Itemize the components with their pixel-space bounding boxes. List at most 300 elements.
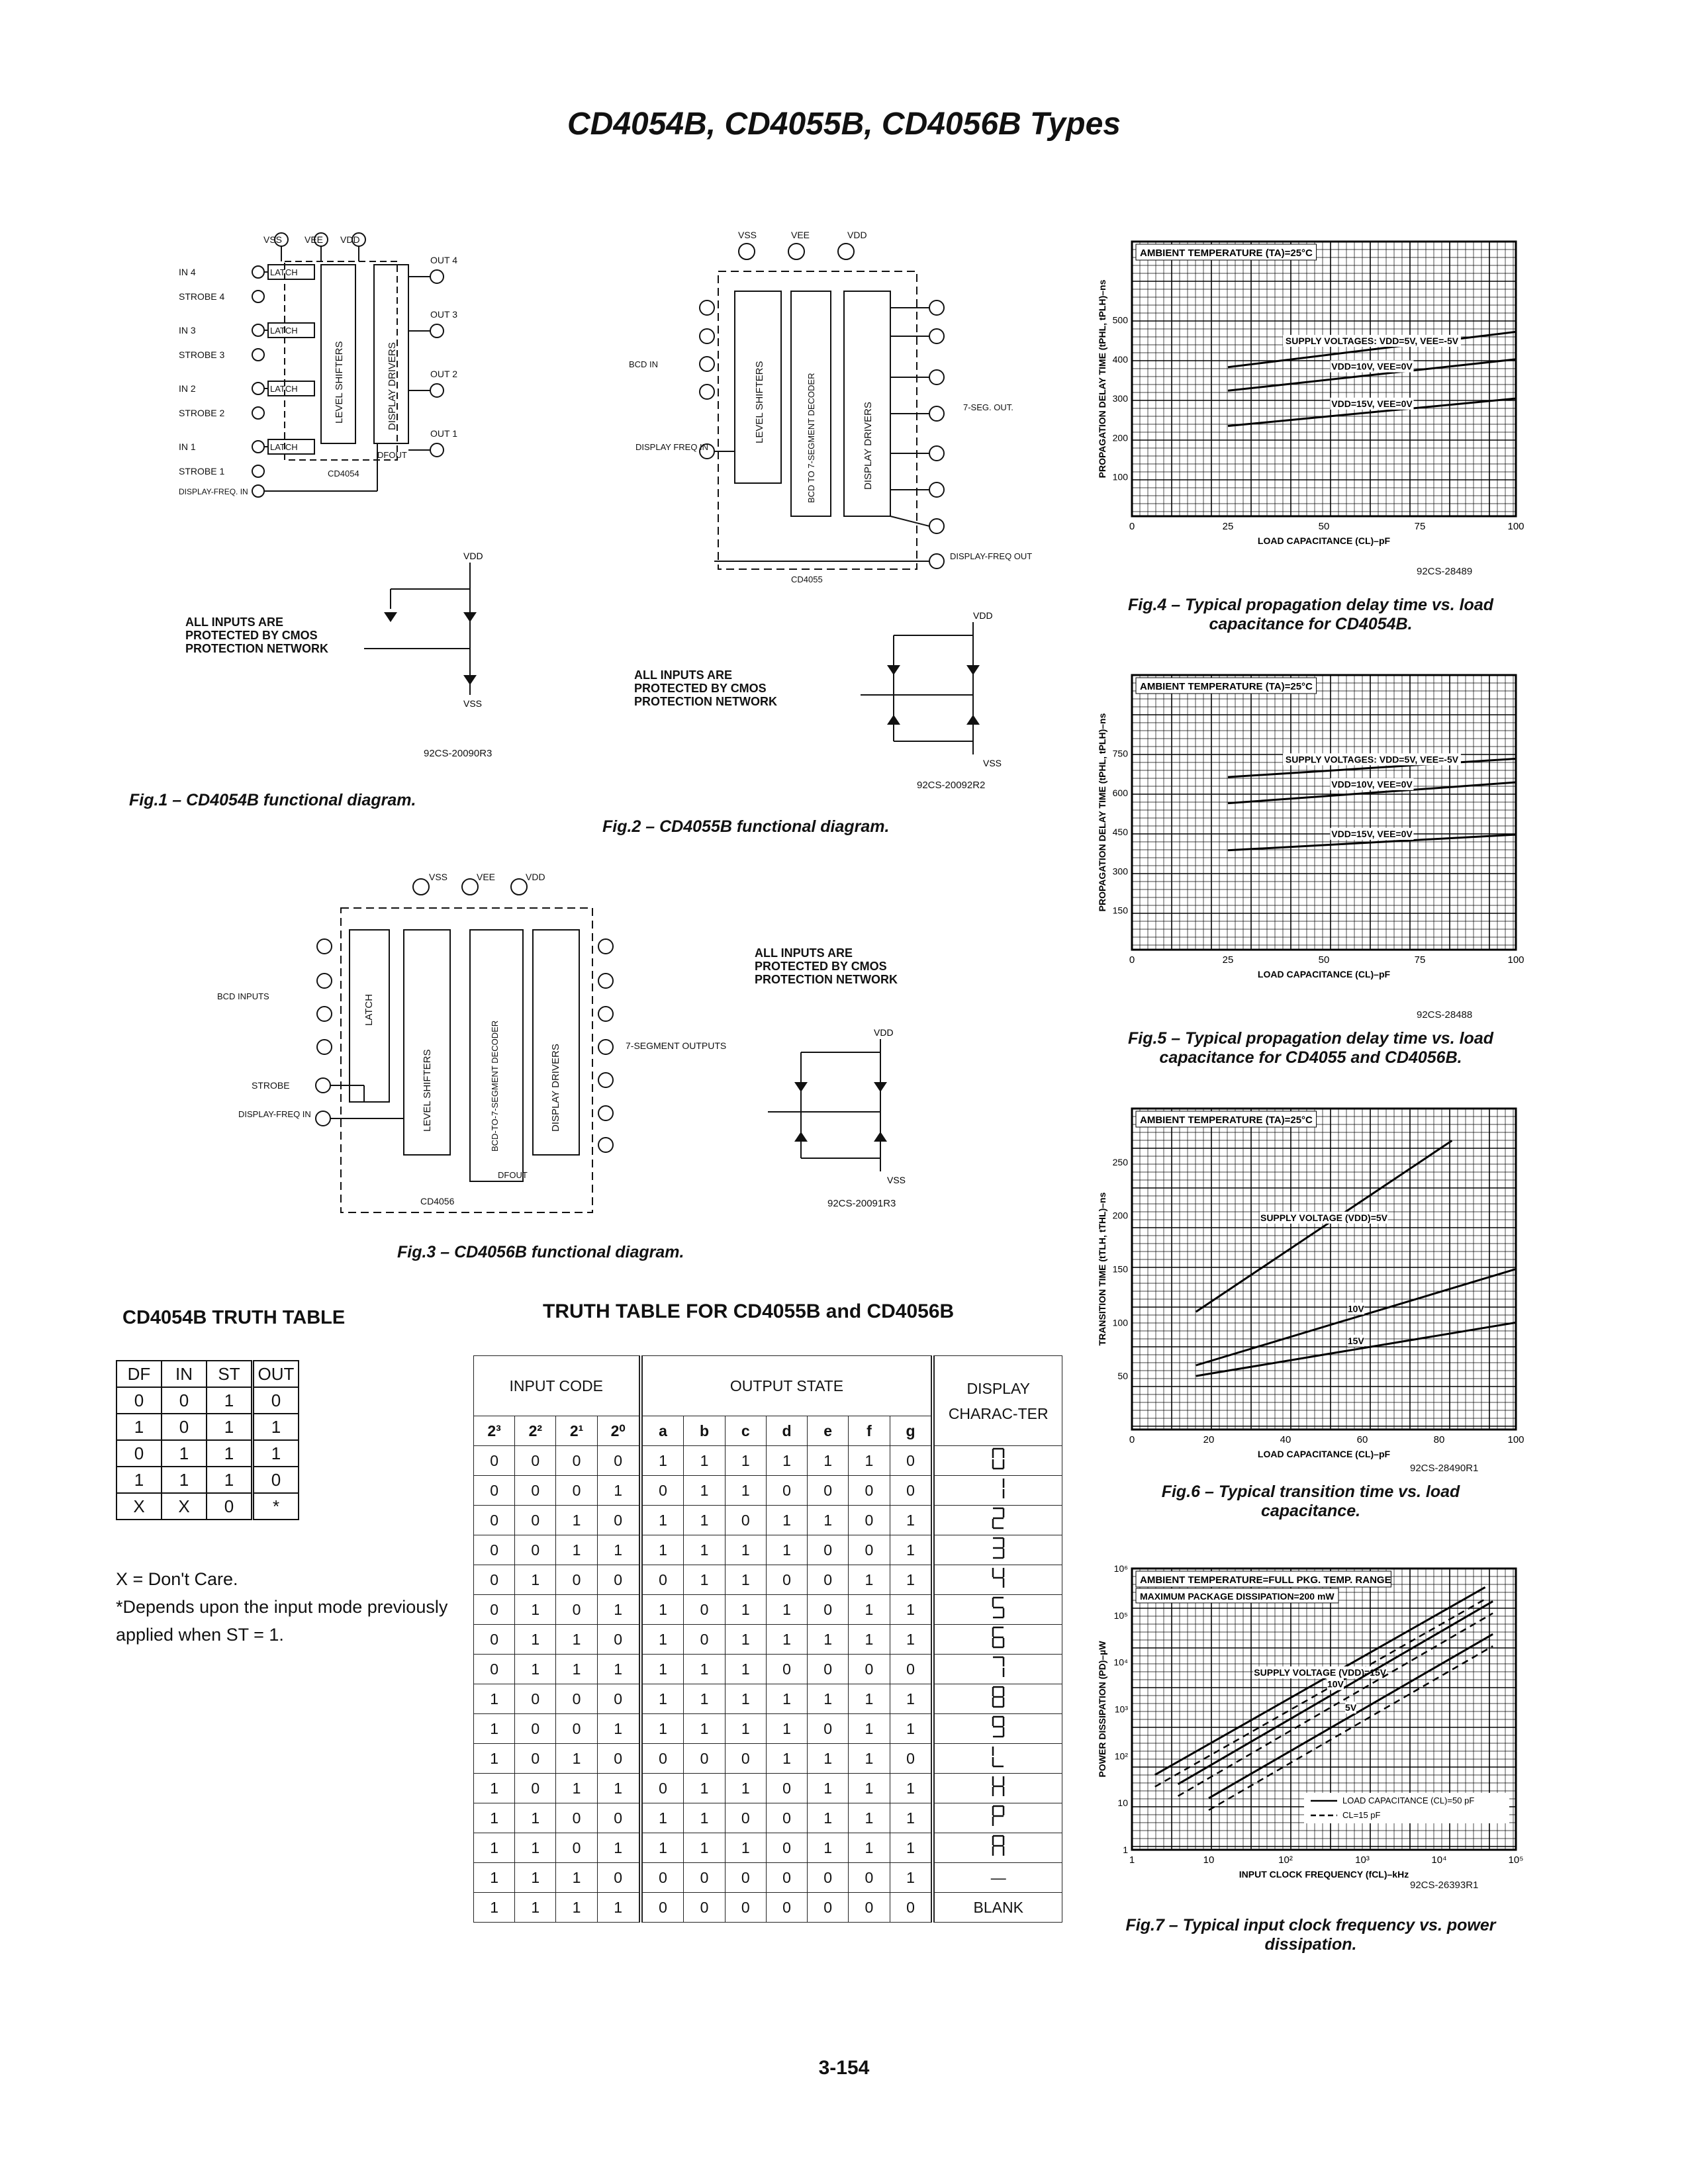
y-tick-label: 10² bbox=[1114, 1751, 1128, 1762]
table-cell: 1 bbox=[808, 1446, 849, 1476]
table-cell: 0 bbox=[597, 1625, 640, 1655]
y-axis-label: POWER DISSIPATION (PD)–µW bbox=[1097, 1641, 1107, 1778]
table-cell: 1 bbox=[890, 1803, 933, 1833]
table-cell: 0 bbox=[725, 1744, 766, 1774]
table-cell: 0 bbox=[556, 1476, 597, 1506]
svg-text:OUT 4: OUT 4 bbox=[430, 255, 457, 265]
table-cell: 1 bbox=[808, 1803, 849, 1833]
table-cell: 0 bbox=[808, 1893, 849, 1923]
y-tick-label: 10⁶ bbox=[1113, 1563, 1128, 1574]
table-cell: 1 bbox=[684, 1833, 725, 1863]
x-tick-label: 50 bbox=[1318, 521, 1330, 532]
table-cell: 0 bbox=[474, 1655, 515, 1684]
table-cell: 0 bbox=[808, 1655, 849, 1684]
table-cell: 0 bbox=[849, 1863, 890, 1893]
svg-text:DISPLAY FREQ IN: DISPLAY FREQ IN bbox=[635, 442, 709, 452]
column-header: 2¹ bbox=[556, 1416, 597, 1446]
truth55-group-row: INPUT CODE OUTPUT STATE DISPLAY CHARAC-TER bbox=[474, 1356, 1062, 1416]
table-cell: 0 bbox=[890, 1446, 933, 1476]
table-cell: 0 bbox=[597, 1803, 640, 1833]
table-cell: 1 bbox=[725, 1595, 766, 1625]
table-cell: 1 bbox=[515, 1833, 556, 1863]
svg-text:DISPLAY DRIVERS: DISPLAY DRIVERS bbox=[387, 342, 398, 430]
table-cell: 1 bbox=[207, 1414, 253, 1440]
svg-text:LATCH: LATCH bbox=[270, 384, 298, 394]
svg-text:IN 2: IN 2 bbox=[179, 383, 196, 394]
display-character bbox=[933, 1506, 1062, 1535]
svg-text:DISPLAY DRIVERS: DISPLAY DRIVERS bbox=[863, 402, 874, 490]
table-row bbox=[474, 1595, 1062, 1625]
table-cell: 0 bbox=[890, 1655, 933, 1684]
table-cell: 0 bbox=[474, 1565, 515, 1595]
table-cell: 1 bbox=[684, 1714, 725, 1744]
table-cell: 0 bbox=[766, 1833, 807, 1863]
fig3-protection-network bbox=[761, 1026, 920, 1185]
table-cell: 0 bbox=[556, 1803, 597, 1833]
table-cell: 1 bbox=[597, 1833, 640, 1863]
table-cell: 1 bbox=[641, 1714, 684, 1744]
chart-title: AMBIENT TEMPERATURE=FULL PKG. TEMP. RANGE bbox=[1140, 1574, 1391, 1586]
table-cell: 0 bbox=[597, 1565, 640, 1595]
table-row bbox=[474, 1625, 1062, 1655]
table-cell: 1 bbox=[597, 1535, 640, 1565]
table-cell: 0 bbox=[597, 1744, 640, 1774]
y-tick-label: 600 bbox=[1112, 787, 1128, 798]
y-tick-label: 150 bbox=[1112, 905, 1128, 916]
table-cell: 1 bbox=[597, 1893, 640, 1923]
table-cell: 1 bbox=[515, 1893, 556, 1923]
table-cell: 1 bbox=[849, 1595, 890, 1625]
table-cell: 0 bbox=[684, 1595, 725, 1625]
x-tick-label: 60 bbox=[1356, 1434, 1368, 1445]
table-cell: 0 bbox=[515, 1446, 556, 1476]
x-tick-label: 75 bbox=[1414, 954, 1426, 966]
svg-text:VDD: VDD bbox=[463, 551, 483, 561]
y-axis-label: TRANSITION TIME (tTLH, tTHL)–ns bbox=[1097, 1192, 1107, 1346]
table-cell: 0 bbox=[597, 1446, 640, 1476]
series-label: SUPPLY VOLTAGES: VDD=5V, VEE=-5V bbox=[1285, 336, 1459, 347]
svg-text:STROBE 3: STROBE 3 bbox=[179, 349, 225, 360]
y-tick-label: 250 bbox=[1112, 1156, 1128, 1167]
table-cell: 1 bbox=[556, 1774, 597, 1803]
table-cell: 0 bbox=[684, 1625, 725, 1655]
fig3-code: 92CS-20091R3 bbox=[827, 1198, 896, 1209]
table-cell: 0 bbox=[641, 1476, 684, 1506]
column-header: a bbox=[641, 1416, 684, 1446]
y-tick-label: 300 bbox=[1112, 393, 1128, 404]
y-tick-label: 10³ bbox=[1114, 1704, 1128, 1715]
table-cell: 1 bbox=[117, 1414, 162, 1440]
table-cell: 1 bbox=[849, 1803, 890, 1833]
table-cell: 1 bbox=[515, 1625, 556, 1655]
table-cell: 1 bbox=[556, 1535, 597, 1565]
truth54-note-depends: *Depends upon the input mode previously applied when ST = 1. bbox=[116, 1597, 448, 1645]
table-cell: 1 bbox=[890, 1535, 933, 1565]
series-label: SUPPLY VOLTAGES: VDD=5V, VEE=-5V bbox=[1285, 754, 1459, 765]
y-tick-label: 10 bbox=[1117, 1797, 1128, 1809]
table-cell: 0 bbox=[515, 1684, 556, 1714]
table-cell: 1 bbox=[684, 1476, 725, 1506]
table-cell: 0 bbox=[849, 1476, 890, 1506]
table-row bbox=[117, 1440, 299, 1467]
y-tick-label: 500 bbox=[1112, 314, 1128, 326]
x-tick-label: 20 bbox=[1203, 1434, 1215, 1445]
table-cell: 1 bbox=[641, 1625, 684, 1655]
table-cell: 1 bbox=[725, 1535, 766, 1565]
table-row bbox=[474, 1833, 1062, 1863]
table-cell: 0 bbox=[515, 1476, 556, 1506]
svg-text:VEE: VEE bbox=[477, 872, 496, 882]
table-row bbox=[117, 1467, 299, 1493]
svg-text:LATCH: LATCH bbox=[270, 326, 298, 336]
x-tick-label: 25 bbox=[1222, 521, 1234, 532]
table-cell: 0 bbox=[849, 1535, 890, 1565]
table-cell: 1 bbox=[766, 1446, 807, 1476]
chart-title: AMBIENT TEMPERATURE (TA)=25°C bbox=[1140, 248, 1313, 259]
fig7-caption: Fig.7 – Typical input clock frequency vs. power dissipation. bbox=[1125, 1916, 1496, 1954]
table-cell: 1 bbox=[849, 1833, 890, 1863]
table-cell: 0 bbox=[808, 1565, 849, 1595]
fig6-code: 92CS-28490R1 bbox=[1410, 1463, 1479, 1474]
column-header: 2⁰ bbox=[597, 1416, 640, 1446]
svg-text:STROBE: STROBE bbox=[252, 1080, 290, 1091]
svg-text:DISPLAY-FREQ IN: DISPLAY-FREQ IN bbox=[238, 1109, 311, 1119]
table-cell: 0 bbox=[766, 1655, 807, 1684]
table-cell: 1 bbox=[253, 1414, 299, 1440]
table-cell: 0 bbox=[766, 1774, 807, 1803]
table-cell: 1 bbox=[597, 1595, 640, 1625]
table-cell: 0 bbox=[766, 1863, 807, 1893]
table-cell: 0 bbox=[766, 1803, 807, 1833]
legend-item: CL=15 pF bbox=[1342, 1810, 1381, 1820]
table-cell: 0 bbox=[556, 1595, 597, 1625]
table-row bbox=[474, 1476, 1062, 1506]
table-cell: 0 bbox=[556, 1833, 597, 1863]
table-cell: 1 bbox=[474, 1744, 515, 1774]
table-cell: 1 bbox=[890, 1863, 933, 1893]
table-cell: 0 bbox=[515, 1744, 556, 1774]
svg-text:7-SEGMENT OUTPUTS: 7-SEGMENT OUTPUTS bbox=[626, 1040, 727, 1051]
table-cell: 0 bbox=[515, 1774, 556, 1803]
table-cell: 1 bbox=[515, 1595, 556, 1625]
fig4-chart bbox=[1092, 235, 1523, 553]
svg-text:DISPLAY DRIVERS: DISPLAY DRIVERS bbox=[550, 1044, 561, 1132]
x-axis-label: INPUT CLOCK FREQUENCY (fCL)–kHz bbox=[1239, 1869, 1409, 1880]
table-cell: 0 bbox=[253, 1467, 299, 1493]
table-row bbox=[474, 1506, 1062, 1535]
table-cell: 0 bbox=[474, 1446, 515, 1476]
display-character bbox=[933, 1595, 1062, 1625]
table-cell: 1 bbox=[890, 1714, 933, 1744]
table-row bbox=[117, 1414, 299, 1440]
table-cell: 1 bbox=[890, 1774, 933, 1803]
y-tick-label: 750 bbox=[1112, 748, 1128, 759]
column-header: c bbox=[725, 1416, 766, 1446]
table-cell: 1 bbox=[849, 1684, 890, 1714]
table-cell: 0 bbox=[556, 1684, 597, 1714]
fig5-caption: Fig.5 – Typical propagation delay time vs. load capacitance for CD4055 and CD4056B. bbox=[1128, 1029, 1493, 1067]
series-label: VDD=15V, VEE=0V bbox=[1331, 398, 1413, 409]
display-character bbox=[933, 1565, 1062, 1595]
x-tick-label: 40 bbox=[1280, 1434, 1291, 1445]
table-cell: 1 bbox=[725, 1565, 766, 1595]
table-cell: 0 bbox=[808, 1476, 849, 1506]
table-cell: 0 bbox=[641, 1774, 684, 1803]
truth55-table bbox=[473, 1355, 1062, 1923]
table-cell: 0 bbox=[641, 1863, 684, 1893]
svg-text:VSS: VSS bbox=[463, 698, 483, 709]
fig2-protection-note: ALL INPUTS ARE PROTECTED BY CMOS PROTECTION NETWORK bbox=[634, 668, 777, 708]
fig1-protection-note: ALL INPUTS ARE PROTECTED BY CMOS PROTECTION NETWORK bbox=[185, 615, 328, 655]
display-character bbox=[933, 1714, 1062, 1744]
x-tick-label: 0 bbox=[1129, 521, 1135, 532]
y-tick-label: 300 bbox=[1112, 866, 1128, 877]
svg-text:OUT 2: OUT 2 bbox=[430, 369, 457, 379]
table-cell: 0 bbox=[474, 1476, 515, 1506]
display-character bbox=[933, 1803, 1062, 1833]
table-cell: 0 bbox=[641, 1893, 684, 1923]
x-axis-label: LOAD CAPACITANCE (CL)–pF bbox=[1257, 969, 1391, 979]
fig3-caption: Fig.3 – CD4056B functional diagram. bbox=[397, 1243, 684, 1261]
table-cell: 0 bbox=[808, 1535, 849, 1565]
table-cell: X bbox=[117, 1493, 162, 1520]
table-cell: 1 bbox=[556, 1744, 597, 1774]
svg-text:LEVEL SHIFTERS: LEVEL SHIFTERS bbox=[422, 1049, 433, 1132]
table-cell: 0 bbox=[725, 1863, 766, 1893]
series-label: VDD=10V, VEE=0V bbox=[1331, 778, 1413, 790]
x-tick-label: 10³ bbox=[1355, 1854, 1370, 1866]
fig6-caption: Fig.6 – Typical transition time vs. load capacitance. bbox=[1161, 1482, 1460, 1520]
table-cell: 0 bbox=[117, 1440, 162, 1467]
display-character bbox=[933, 1446, 1062, 1476]
y-axis-label: PROPAGATION DELAY TIME (tPHL, tPLH)–ns bbox=[1097, 279, 1107, 478]
table-cell: 1 bbox=[808, 1744, 849, 1774]
table-cell: 1 bbox=[474, 1833, 515, 1863]
table-cell: 1 bbox=[474, 1863, 515, 1893]
display-character bbox=[933, 1655, 1062, 1684]
fig1-code: 92CS-20090R3 bbox=[424, 748, 492, 759]
table-cell: 0 bbox=[890, 1476, 933, 1506]
svg-text:VSS: VSS bbox=[429, 872, 448, 882]
table-cell: 1 bbox=[849, 1625, 890, 1655]
series-label: 5V bbox=[1345, 1702, 1357, 1713]
svg-text:VSS: VSS bbox=[983, 758, 1002, 768]
svg-text:LATCH: LATCH bbox=[270, 267, 298, 277]
table-cell: 0 bbox=[849, 1893, 890, 1923]
table-cell: 0 bbox=[515, 1506, 556, 1535]
table-cell: 0 bbox=[808, 1863, 849, 1893]
display-character bbox=[933, 1833, 1062, 1863]
column-header: 2³ bbox=[474, 1416, 515, 1446]
y-tick-label: 1 bbox=[1123, 1844, 1128, 1855]
table-cell: 0 bbox=[597, 1506, 640, 1535]
series-label: VDD=15V, VEE=0V bbox=[1331, 828, 1413, 839]
fig2-caption: Fig.2 – CD4055B functional diagram. bbox=[602, 817, 890, 836]
table-cell: 0 bbox=[253, 1387, 299, 1414]
table-cell: 1 bbox=[597, 1714, 640, 1744]
column-header: g bbox=[890, 1416, 933, 1446]
fig2-diagram bbox=[622, 225, 1033, 596]
svg-text:OUT 3: OUT 3 bbox=[430, 309, 457, 320]
display-character bbox=[933, 1476, 1062, 1506]
table-cell: 1 bbox=[766, 1506, 807, 1535]
fig5-chart bbox=[1092, 668, 1523, 986]
table-cell: 0 bbox=[641, 1565, 684, 1595]
table-cell: 1 bbox=[766, 1684, 807, 1714]
x-tick-label: 1 bbox=[1129, 1854, 1135, 1866]
table-cell: 0 bbox=[597, 1863, 640, 1893]
table-cell: 1 bbox=[474, 1774, 515, 1803]
table-cell: 1 bbox=[162, 1467, 207, 1493]
x-tick-label: 10 bbox=[1203, 1854, 1215, 1866]
svg-text:DFOUT: DFOUT bbox=[498, 1170, 528, 1180]
table-cell: 1 bbox=[725, 1714, 766, 1744]
x-tick-label: 75 bbox=[1414, 521, 1426, 532]
y-tick-label: 10⁴ bbox=[1113, 1657, 1128, 1668]
svg-text:CD4054: CD4054 bbox=[328, 469, 359, 478]
table-cell: 1 bbox=[684, 1565, 725, 1595]
fig7-chart bbox=[1092, 1562, 1523, 1886]
table-cell: 1 bbox=[849, 1714, 890, 1744]
chart-subtitle: MAXIMUM PACKAGE DISSIPATION=200 mW bbox=[1140, 1591, 1335, 1602]
y-axis-label: PROPAGATION DELAY TIME (tPHL, tPLH)–ns bbox=[1097, 713, 1107, 912]
x-tick-label: 10⁴ bbox=[1431, 1854, 1447, 1866]
x-tick-label: 0 bbox=[1129, 1434, 1135, 1445]
table-cell: 1 bbox=[597, 1774, 640, 1803]
table-row bbox=[474, 1565, 1062, 1595]
svg-text:OUT 1: OUT 1 bbox=[430, 428, 457, 439]
table-row bbox=[474, 1714, 1062, 1744]
svg-text:STROBE 1: STROBE 1 bbox=[179, 466, 225, 477]
table-cell: 0 bbox=[725, 1893, 766, 1923]
page-title: CD4054B, CD4055B, CD4056B Types bbox=[567, 107, 1121, 142]
table-cell: 0 bbox=[556, 1714, 597, 1744]
table-cell: 0 bbox=[766, 1476, 807, 1506]
table-cell: 1 bbox=[849, 1565, 890, 1595]
table-cell: 1 bbox=[849, 1744, 890, 1774]
table-cell: 1 bbox=[684, 1535, 725, 1565]
table-cell: 1 bbox=[766, 1595, 807, 1625]
table-cell: 1 bbox=[207, 1440, 253, 1467]
fig1-in4: IN 4 bbox=[179, 267, 196, 277]
x-tick-label: 10⁵ bbox=[1508, 1854, 1524, 1866]
svg-text:BCD-TO-7-SEGMENT DECODER: BCD-TO-7-SEGMENT DECODER bbox=[490, 1020, 500, 1152]
y-tick-label: 200 bbox=[1112, 1210, 1128, 1221]
svg-text:VDD: VDD bbox=[973, 610, 993, 621]
table-cell: 1 bbox=[808, 1684, 849, 1714]
table-cell: 1 bbox=[117, 1467, 162, 1493]
x-tick-label: 100 bbox=[1507, 521, 1524, 532]
x-tick-label: 0 bbox=[1129, 954, 1135, 966]
svg-text:VDD: VDD bbox=[526, 872, 545, 882]
table-cell: 1 bbox=[808, 1625, 849, 1655]
table-cell: 1 bbox=[597, 1655, 640, 1684]
svg-text:IN 3: IN 3 bbox=[179, 325, 196, 336]
table-cell: 1 bbox=[641, 1446, 684, 1476]
table-cell: 1 bbox=[641, 1506, 684, 1535]
series-label: 10V bbox=[1347, 1303, 1364, 1314]
table-cell: 0 bbox=[515, 1714, 556, 1744]
svg-text:VSS: VSS bbox=[887, 1175, 906, 1185]
column-header: b bbox=[684, 1416, 725, 1446]
table-row bbox=[474, 1744, 1062, 1774]
table-cell: 1 bbox=[474, 1714, 515, 1744]
fig1-protection-network bbox=[351, 549, 510, 708]
series-label: SUPPLY VOLTAGE (VDD)=15V bbox=[1254, 1667, 1387, 1678]
svg-text:DISPLAY-FREQ OUT: DISPLAY-FREQ OUT bbox=[950, 551, 1033, 561]
table-cell: 0 bbox=[725, 1803, 766, 1833]
y-tick-label: 100 bbox=[1112, 471, 1128, 482]
svg-text:IN 1: IN 1 bbox=[179, 441, 196, 452]
table-cell: 0 bbox=[849, 1655, 890, 1684]
table-cell: 1 bbox=[641, 1655, 684, 1684]
table-cell: 0 bbox=[766, 1565, 807, 1595]
table-cell: 0 bbox=[474, 1625, 515, 1655]
column-header: d bbox=[766, 1416, 807, 1446]
table-cell: 1 bbox=[207, 1387, 253, 1414]
chart-title: AMBIENT TEMPERATURE (TA)=25°C bbox=[1140, 681, 1313, 692]
table-cell: 0 bbox=[515, 1535, 556, 1565]
x-tick-label: 50 bbox=[1318, 954, 1330, 966]
truth54-note-dont-care: X = Don't Care. bbox=[116, 1569, 238, 1589]
table-cell: 1 bbox=[725, 1625, 766, 1655]
table-row bbox=[474, 1774, 1062, 1803]
y-tick-label: 200 bbox=[1112, 432, 1128, 443]
table-cell: 0 bbox=[162, 1387, 207, 1414]
table-row bbox=[474, 1446, 1062, 1476]
table-cell: 0 bbox=[849, 1506, 890, 1535]
table-cell: 1 bbox=[684, 1774, 725, 1803]
table-cell: 1 bbox=[890, 1684, 933, 1714]
x-axis-label: LOAD CAPACITANCE (CL)–pF bbox=[1257, 1449, 1391, 1459]
table-cell: 1 bbox=[515, 1863, 556, 1893]
table-cell: 1 bbox=[849, 1446, 890, 1476]
svg-text:VDD: VDD bbox=[340, 234, 360, 245]
table-cell: 1 bbox=[808, 1774, 849, 1803]
y-tick-label: 150 bbox=[1112, 1263, 1128, 1275]
column-header: e bbox=[808, 1416, 849, 1446]
truth55-title: TRUTH TABLE FOR CD4055B and CD4056B bbox=[543, 1300, 955, 1322]
fig5-code: 92CS-28488 bbox=[1417, 1009, 1473, 1021]
fig7-code: 92CS-26393R1 bbox=[1410, 1880, 1479, 1891]
table-cell: 1 bbox=[556, 1625, 597, 1655]
table-row bbox=[474, 1535, 1062, 1565]
y-tick-label: 50 bbox=[1117, 1371, 1128, 1382]
table-cell: 1 bbox=[766, 1625, 807, 1655]
table-cell: 0 bbox=[766, 1893, 807, 1923]
x-tick-label: 25 bbox=[1222, 954, 1234, 966]
table-cell: 0 bbox=[684, 1893, 725, 1923]
y-tick-label: 400 bbox=[1112, 353, 1128, 365]
table-row bbox=[117, 1387, 299, 1414]
svg-text:VDD: VDD bbox=[874, 1027, 894, 1038]
table-cell: 1 bbox=[556, 1893, 597, 1923]
fig6-chart bbox=[1092, 1102, 1523, 1466]
x-tick-label: 100 bbox=[1507, 1434, 1524, 1445]
table-cell: 1 bbox=[766, 1714, 807, 1744]
svg-text:VDD: VDD bbox=[847, 230, 867, 240]
table-cell: X bbox=[162, 1493, 207, 1520]
y-tick-label: 450 bbox=[1112, 827, 1128, 838]
fig4-code: 92CS-28489 bbox=[1417, 566, 1473, 577]
table-cell: 1 bbox=[725, 1446, 766, 1476]
display-character bbox=[933, 1744, 1062, 1774]
y-tick-label: 100 bbox=[1112, 1317, 1128, 1328]
table-cell: 1 bbox=[808, 1833, 849, 1863]
table-cell: 1 bbox=[684, 1655, 725, 1684]
table-cell: 0 bbox=[890, 1893, 933, 1923]
column-header: 2² bbox=[515, 1416, 556, 1446]
